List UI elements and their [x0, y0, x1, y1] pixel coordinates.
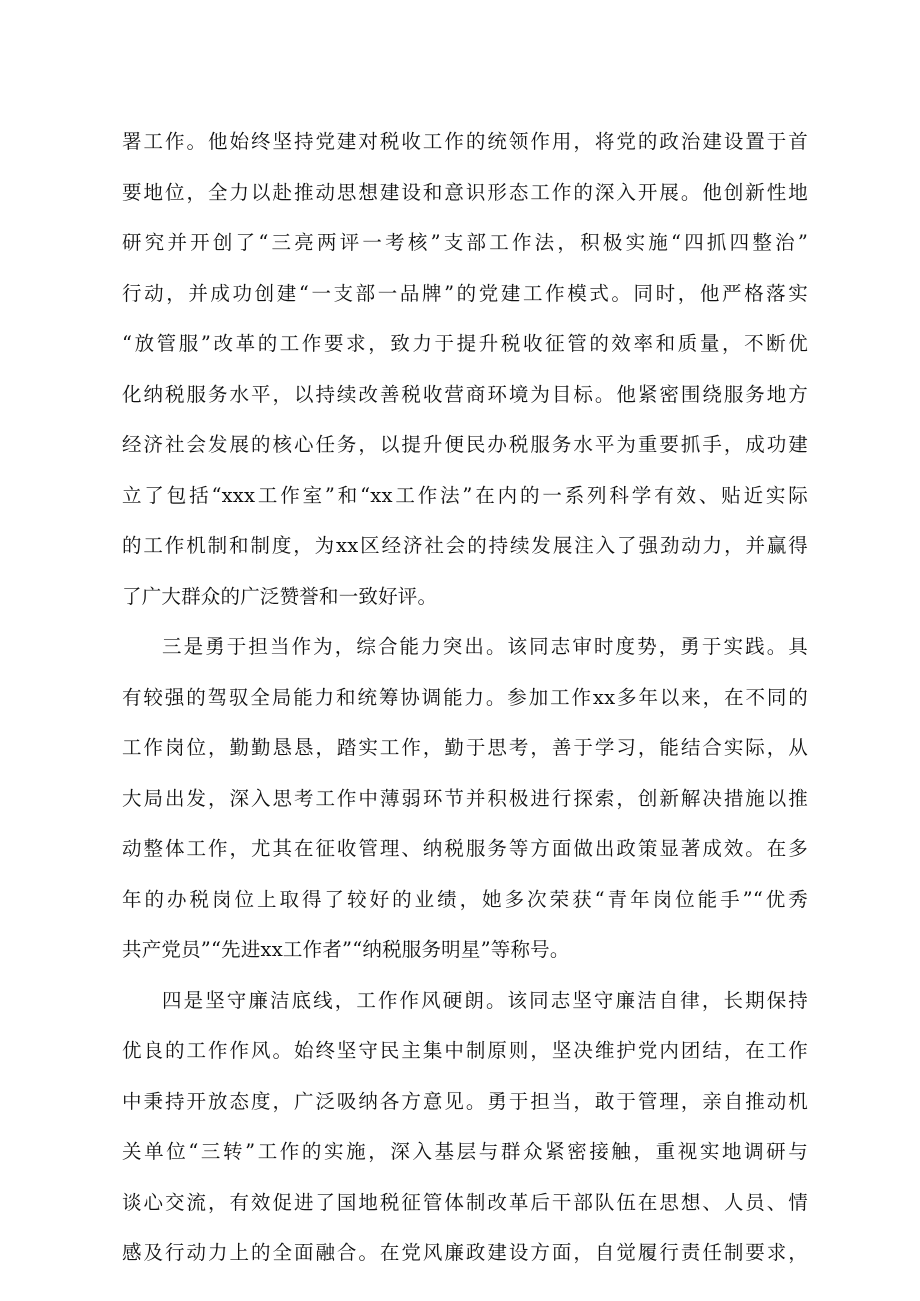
text-line: 工作岗位，勤勤恳恳，踏实工作，勤于思考，善于学习，能结合实际，从 [122, 736, 808, 759]
text-line: 要地位，全力以赴推动思想建设和意识形态工作的深入开展。他创新性地 [122, 181, 808, 204]
text-line: 化纳税服务水平，以持续改善税收营商环境为目标。他紧密围绕服务地方 [122, 383, 808, 406]
text-line: 行动，并成功创建“一支部一品牌”的党建工作模式。同时，他严格落实 [122, 282, 808, 305]
paragraph-heading-line: 四是坚守廉洁底线，工作作风硬朗。该同志坚守廉洁自律，长期保持 [162, 989, 808, 1012]
text-line: 年的办税岗位上取得了较好的业绩，她多次荣获“青年岗位能手”“优秀 [122, 888, 808, 911]
text-line: “放管服”改革的工作要求，致力于提升税收征管的效率和质量，不断优 [122, 332, 808, 355]
text-line: 优良的工作作风。始终坚守民主集中制原则，坚决维护党内团结，在工作 [122, 1039, 808, 1062]
text-line: 共产党员”“先进xx工作者”“纳税服务明星”等称号。 [122, 938, 570, 961]
text-line: 谈心交流，有效促进了国地税征管体制改革后干部队伍在思想、人员、情 [122, 1191, 808, 1214]
text-line: 了广大群众的广泛赞誉和一致好评。 [122, 585, 438, 608]
text-line: 的工作机制和制度，为xx区经济社会的持续发展注入了强劲动力，并赢得 [122, 534, 808, 557]
text-line: 关单位“三转”工作的实施，深入基层与群众紧密接触，重视实地调研与 [122, 1140, 808, 1163]
text-line: 动整体工作，尤其在征收管理、纳税服务等方面做出政策显著成效。在多 [122, 837, 808, 860]
text-line: 立了包括“xxx工作室”和“xx工作法”在内的一系列科学有效、贴近实际 [122, 484, 808, 507]
paragraph-heading-line: 三是勇于担当作为，综合能力突出。该同志审时度势，勇于实践。具 [162, 635, 808, 658]
text-line: 有较强的驾驭全局能力和统筹协调能力。参加工作xx多年以来，在不同的 [122, 686, 808, 709]
text-line: 经济社会发展的核心任务，以提升便民办税服务水平为重要抓手，成功建 [122, 433, 808, 456]
text-line: 中秉持开放态度，广泛吸纳各方意见。勇于担当，敢于管理，亲自推动机 [122, 1090, 808, 1113]
text-line: 感及行动力上的全面融合。在党风廉政建设方面，自觉履行责任制要求， [122, 1241, 808, 1264]
text-line: 署工作。他始终坚持党建对税收工作的统领作用，将党的政治建设置于首 [122, 130, 808, 153]
text-line: 大局出发，深入思考工作中薄弱环节并积极进行探索，创新解决措施以推 [122, 787, 808, 810]
text-line: 研究并开创了“三亮两评一考核”支部工作法，积极实施“四抓四整治” [122, 231, 808, 254]
